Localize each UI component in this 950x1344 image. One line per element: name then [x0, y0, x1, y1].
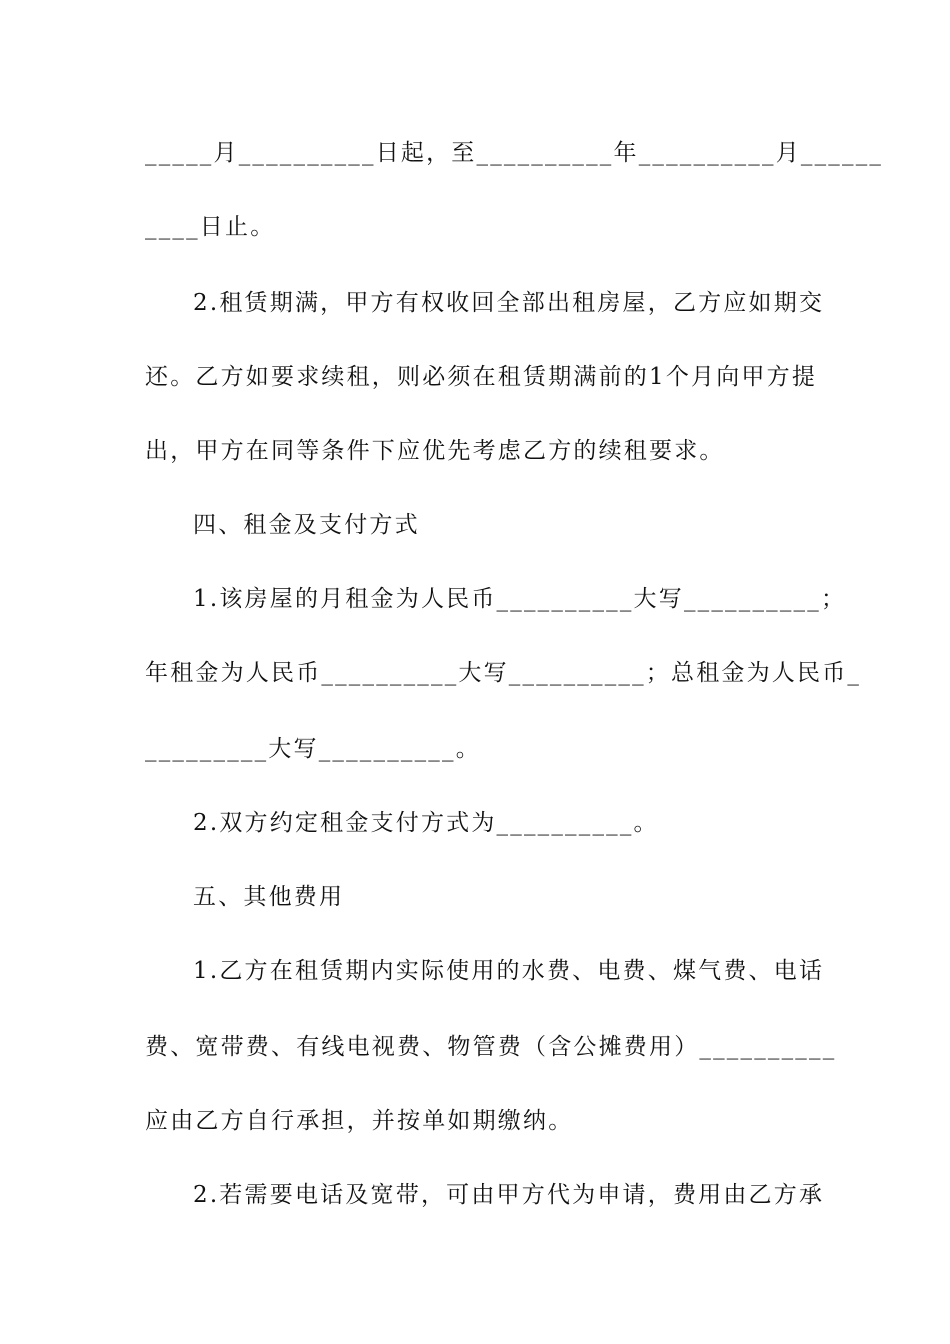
- paragraph-line: 1.该房屋的月租金为人民币__________大写__________；: [193, 586, 847, 612]
- paragraph-line: 1.乙方在租赁期内实际使用的水费、电费、煤气费、电话: [193, 958, 825, 984]
- text-line: 年租金为人民币__________大写__________；总租金为人民币_: [145, 660, 862, 686]
- section-heading: 四、租金及支付方式: [193, 512, 420, 538]
- text-line: 应由乙方自行承担，并按单如期缴纳。: [145, 1108, 574, 1134]
- text-line: 出，甲方在同等条件下应优先考虑乙方的续租要求。: [145, 438, 725, 464]
- text-line: 还。乙方如要求续租，则必须在租赁期满前的1个月向甲方提: [145, 364, 818, 390]
- text-line: ____日止。: [145, 214, 276, 240]
- text-line: 费、宽带费、有线电视费、物管费（含公摊费用）__________: [145, 1034, 837, 1060]
- paragraph-line: 2.双方约定租金支付方式为__________。: [193, 810, 659, 836]
- text-line: _________大写__________。: [145, 736, 481, 762]
- section-heading: 五、其他费用: [193, 884, 345, 910]
- text-line: _____月__________日起，至__________年__________月______: [145, 140, 884, 166]
- paragraph-line: 2.若需要电话及宽带，可由甲方代为申请，费用由乙方承: [193, 1182, 825, 1208]
- paragraph-line: 2.租赁期满，甲方有权收回全部出租房屋，乙方应如期交: [193, 290, 825, 316]
